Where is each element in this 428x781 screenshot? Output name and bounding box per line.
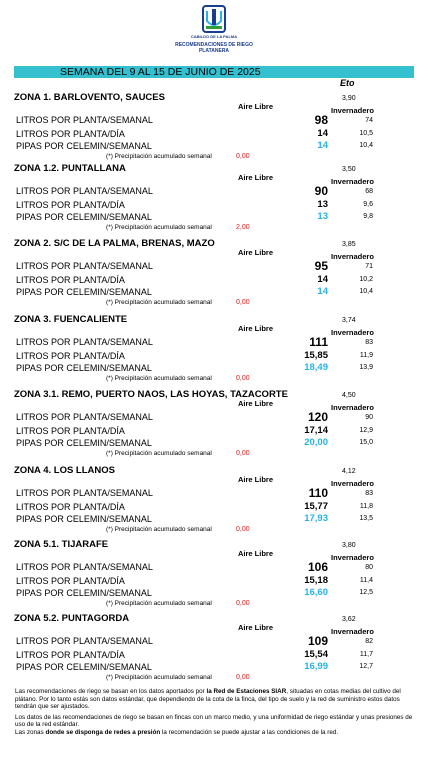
precip-label: (*) Precipitación acumulado semanal <box>106 375 212 382</box>
row-label-pipas: PIPAS POR CELEMIN/SEMANAL <box>16 514 152 524</box>
inv-pipas: 13,5 <box>359 515 373 522</box>
precip-label: (*) Precipitación acumulado semanal <box>106 600 212 607</box>
aire-litros-semanal: 120 <box>307 410 328 424</box>
precip-value: 0,00 <box>236 526 250 533</box>
row-label-litros-semanal: LITROS POR PLANTA/SEMANAL <box>16 115 153 125</box>
inv-pipas: 10,4 <box>359 142 373 149</box>
inv-pipas: 12,7 <box>359 663 373 670</box>
aire-litros-dia: 13 <box>317 199 328 210</box>
inv-pipas: 10,4 <box>359 288 373 295</box>
row-label-litros-semanal: LITROS POR PLANTA/SEMANAL <box>16 261 153 271</box>
aire-litros-semanal: 110 <box>308 486 328 500</box>
invernadero-header: Invernadero <box>331 479 374 488</box>
zone-title: ZONA 3.1. REMO, PUERTO NAOS, LAS HOYAS, TAZACORTE <box>14 389 288 400</box>
aire-libre-header: Aire Libre <box>238 324 274 333</box>
zone-eto-value: 3,85 <box>342 241 356 248</box>
zone-title: ZONA 5.1. TIJARAFE <box>14 539 109 550</box>
aire-pipas: 14 <box>317 140 328 151</box>
precip-value: 2,00 <box>236 224 250 231</box>
aire-litros-dia: 17,14 <box>304 425 328 436</box>
inv-litros-semanal: 80 <box>365 564 373 571</box>
precip-label: (*) Precipitación acumulado semanal <box>106 299 212 306</box>
inv-litros-dia: 10,5 <box>359 130 373 137</box>
zone-eto-value: 3,62 <box>342 616 356 623</box>
aire-litros-semanal: 95 <box>314 259 328 273</box>
inv-litros-semanal: 90 <box>365 414 373 421</box>
aire-libre-header: Aire Libre <box>238 248 274 257</box>
aire-libre-header: Aire Libre <box>238 399 274 408</box>
invernadero-header: Invernadero <box>331 553 374 562</box>
row-label-pipas: PIPAS POR CELEMIN/SEMANAL <box>16 363 152 373</box>
row-label-pipas: PIPAS POR CELEMIN/SEMANAL <box>16 212 152 222</box>
aire-pipas: 13 <box>317 211 328 222</box>
week-banner: SEMANA DEL 9 AL 15 DE JUNIO DE 2025 <box>14 66 414 78</box>
precip-label: (*) Precipitación acumulado semanal <box>106 450 212 457</box>
row-label-litros-dia: LITROS POR PLANTA/DÍA <box>16 129 125 139</box>
row-label-litros-dia: LITROS POR PLANTA/DÍA <box>16 650 125 660</box>
zone-eto-value: 3,50 <box>342 166 356 173</box>
row-label-litros-semanal: LITROS POR PLANTA/SEMANAL <box>16 636 153 646</box>
aire-libre-header: Aire Libre <box>238 475 274 484</box>
aire-litros-dia: 15,77 <box>304 501 328 512</box>
inv-pipas: 9,8 <box>363 213 373 220</box>
aire-litros-dia: 15,54 <box>304 649 328 660</box>
aire-pipas: 16,60 <box>304 587 328 598</box>
zone-title: ZONA 1. BARLOVENTO, SAUCES <box>14 92 165 103</box>
row-label-litros-semanal: LITROS POR PLANTA/SEMANAL <box>16 488 153 498</box>
inv-pipas: 13,9 <box>359 364 373 371</box>
note-2: Los datos de las recomendaciones de riego se basan en fincas con un marco medio, y una uniformidad de riego estándar y unas presiones de uso de la red estándar. <box>15 713 413 729</box>
inv-litros-dia: 9,6 <box>363 201 373 208</box>
aire-libre-header: Aire Libre <box>238 173 274 182</box>
cabildo-logo <box>196 3 232 35</box>
aire-litros-dia: 15,18 <box>304 575 328 586</box>
aire-litros-semanal: 98 <box>314 113 328 127</box>
zone-eto-value: 3,74 <box>342 317 356 324</box>
zone-title: ZONA 2. S/C DE LA PALMA, BRENAS, MAZO <box>14 238 215 249</box>
inv-litros-dia: 10,2 <box>359 276 373 283</box>
inv-litros-semanal: 82 <box>365 638 373 645</box>
zone-eto-value: 3,80 <box>342 542 356 549</box>
inv-litros-semanal: 68 <box>365 188 373 195</box>
aire-libre-header: Aire Libre <box>238 549 274 558</box>
inv-litros-dia: 11,8 <box>359 503 373 510</box>
inv-litros-semanal: 74 <box>365 117 373 124</box>
inv-litros-dia: 11,9 <box>359 352 373 359</box>
inv-pipas: 15,0 <box>359 439 373 446</box>
note-1: Las recomendaciones de riego se basan en los datos aportados por la Red de Estaciones SIAR, situadas en cotas medias del cultivo del plátano. Por lo tanto estás son datos estándar, que dependiendo de la cota de la finca, del tipo de suelo y la red de suministro estos datos tendrán que ser ajustados. <box>15 688 401 711</box>
zone-title: ZONA 3. FUENCALIENTE <box>14 314 128 325</box>
aire-litros-semanal: 90 <box>314 184 328 198</box>
row-label-litros-dia: LITROS POR PLANTA/DÍA <box>16 502 125 512</box>
row-label-litros-semanal: LITROS POR PLANTA/SEMANAL <box>16 562 153 572</box>
row-label-pipas: PIPAS POR CELEMIN/SEMANAL <box>16 141 152 151</box>
precip-label: (*) Precipitación acumulado semanal <box>106 153 212 160</box>
invernadero-header: Invernadero <box>331 177 374 186</box>
row-label-litros-dia: LITROS POR PLANTA/DÍA <box>16 426 125 436</box>
precip-value: 0,00 <box>236 153 250 160</box>
zone-title: ZONA 4. LOS LLANOS <box>14 465 115 476</box>
row-label-pipas: PIPAS POR CELEMIN/SEMANAL <box>16 438 152 448</box>
aire-pipas: 14 <box>317 286 328 297</box>
precip-value: 0,00 <box>236 450 250 457</box>
row-label-litros-semanal: LITROS POR PLANTA/SEMANAL <box>16 412 153 422</box>
zone-eto-value: 4,50 <box>342 392 356 399</box>
aire-litros-dia: 14 <box>317 274 328 285</box>
inv-pipas: 12,5 <box>359 589 373 596</box>
precip-value: 0,00 <box>236 299 250 306</box>
aire-litros-semanal: 109 <box>307 634 328 648</box>
row-label-litros-dia: LITROS POR PLANTA/DÍA <box>16 576 125 586</box>
row-label-pipas: PIPAS POR CELEMIN/SEMANAL <box>16 287 152 297</box>
inv-litros-dia: 11,4 <box>359 577 373 584</box>
row-label-pipas: PIPAS POR CELEMIN/SEMANAL <box>16 662 152 672</box>
aire-litros-semanal: 111 <box>309 335 328 349</box>
aire-pipas: 20,00 <box>304 437 328 448</box>
invernadero-header: Invernadero <box>331 106 374 115</box>
precip-value: 0,00 <box>236 674 250 681</box>
row-label-litros-dia: LITROS POR PLANTA/DÍA <box>16 275 125 285</box>
aire-pipas: 17,93 <box>304 513 328 524</box>
zone-eto-value: 3,90 <box>342 95 356 102</box>
zone-eto-value: 4,12 <box>342 468 356 475</box>
precip-label: (*) Precipitación acumulado semanal <box>106 224 212 231</box>
row-label-litros-dia: LITROS POR PLANTA/DÍA <box>16 351 125 361</box>
aire-litros-dia: 15,85 <box>304 350 328 361</box>
precip-value: 0,00 <box>236 600 250 607</box>
aire-pipas: 16,99 <box>304 661 328 672</box>
inv-litros-dia: 11,7 <box>359 651 373 658</box>
invernadero-header: Invernadero <box>331 328 374 337</box>
aire-libre-header: Aire Libre <box>238 102 274 111</box>
inv-litros-dia: 12,9 <box>359 427 373 434</box>
aire-pipas: 18,49 <box>304 362 328 373</box>
inv-litros-semanal: 83 <box>365 339 373 346</box>
precip-label: (*) Precipitación acumulado semanal <box>106 526 212 533</box>
zone-title: ZONA 1.2. PUNTALLANA <box>14 163 126 174</box>
row-label-litros-dia: LITROS POR PLANTA/DÍA <box>16 200 125 210</box>
invernadero-header: Invernadero <box>331 403 374 412</box>
invernadero-header: Invernadero <box>331 252 374 261</box>
eto-header: Eto <box>340 78 355 88</box>
row-label-litros-semanal: LITROS POR PLANTA/SEMANAL <box>16 337 153 347</box>
row-label-pipas: PIPAS POR CELEMIN/SEMANAL <box>16 588 152 598</box>
invernadero-header: Invernadero <box>331 627 374 636</box>
aire-litros-dia: 14 <box>317 128 328 139</box>
aire-libre-header: Aire Libre <box>238 623 274 632</box>
inv-litros-semanal: 83 <box>365 490 373 497</box>
notes-section <box>15 688 413 740</box>
precip-label: (*) Precipitación acumulado semanal <box>106 674 212 681</box>
zone-title: ZONA 5.2. PUNTAGORDA <box>14 613 130 624</box>
doc-subtitle: PLATANERA <box>198 48 230 54</box>
row-label-litros-semanal: LITROS POR PLANTA/SEMANAL <box>16 186 153 196</box>
aire-litros-semanal: 106 <box>307 560 328 574</box>
doc-title: RECOMENDACIONES DE RIEGO <box>175 42 253 48</box>
org-name: CABILDO DE LA PALMA <box>190 34 238 39</box>
precip-value: 0,00 <box>236 375 250 382</box>
note-3: Las zonas donde se disponga de redes a presión la recomendación se puede ajustar a las condiciones de la red. <box>15 728 339 736</box>
inv-litros-semanal: 71 <box>365 263 373 270</box>
